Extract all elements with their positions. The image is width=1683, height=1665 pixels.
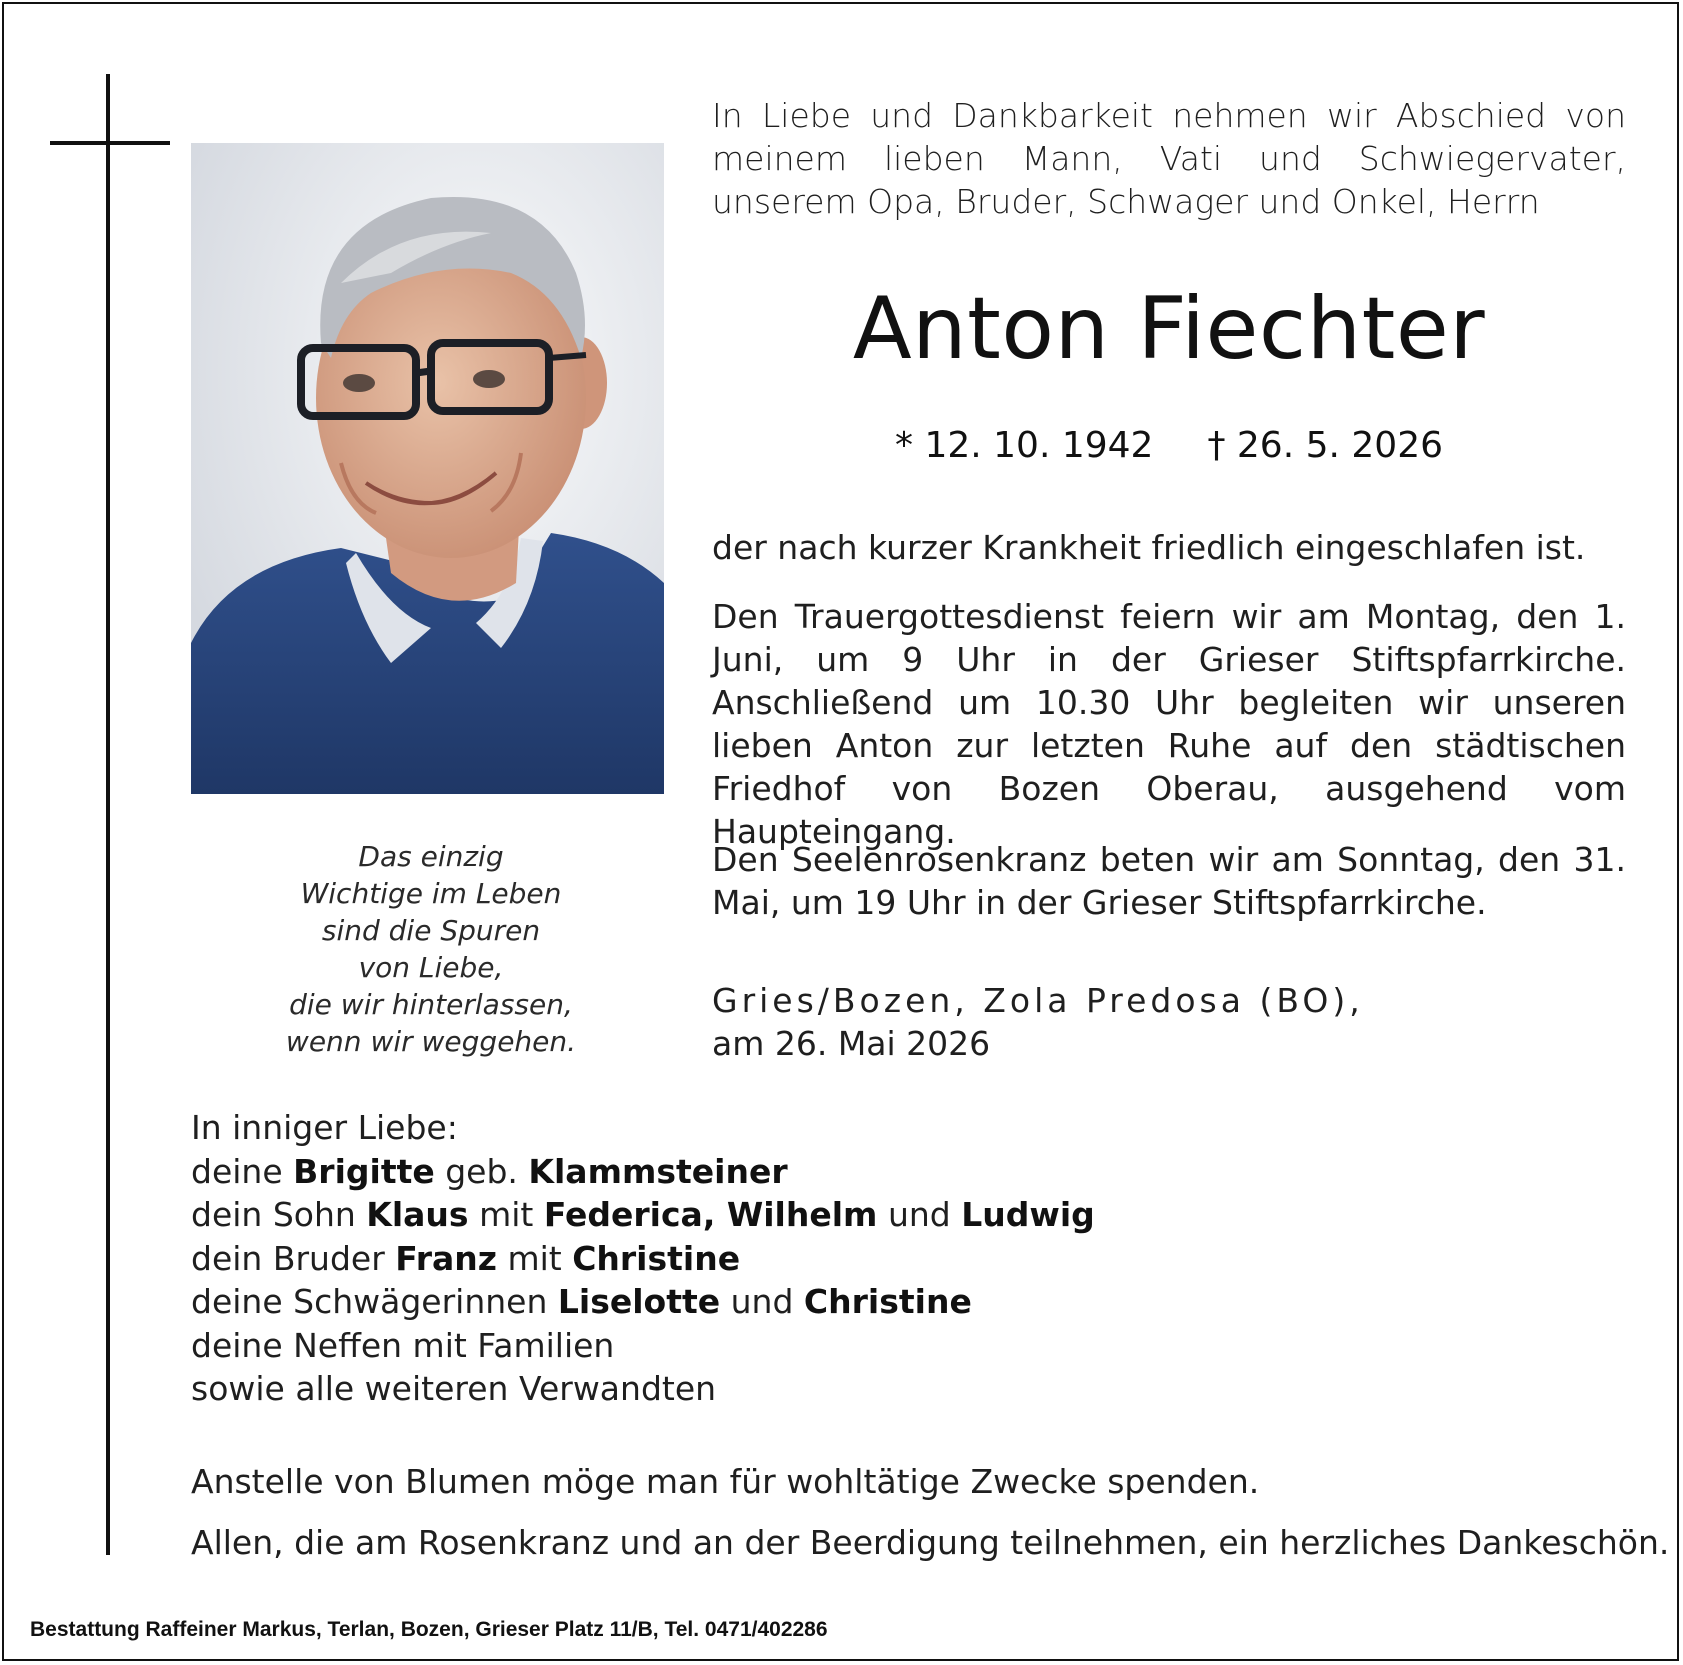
family-member-line [191,1280,1491,1324]
family-lines [191,1150,1491,1411]
thank-you-note: Allen, die am Rosenkranz und an der Beerdigung teilnehmen, ein herzliches Dankeschön. [191,1523,1670,1562]
intro-text: In Liebe und Dankbarkeit nehmen wir Abschied von meinem lieben Mann, Vati und Schwiegervater, unserem Opa, Bruder, Schwager und Onkel, Herrn [712,96,1626,221]
funeral-service-text: Den Trauergottesdienst feiern wir am Montag, den 1. Juni, um 9 Uhr in der Grieser Stiftspfarrkirche. Anschließend um 10.30 Uhr begleiten wir unseren lieben Anton zur letzten Ruhe auf den städtischen Friedhof von Bozen Oberau, ausgehend vom Haupteingang. [712,597,1626,851]
date-line: am 26. Mai 2026 [712,1024,991,1063]
family-member-name: Klaus [366,1195,469,1234]
family-relation-text: deine Neffen mit Familien [191,1325,615,1365]
family-member-line [191,1324,1491,1368]
family-member-name: Brigitte [293,1151,435,1191]
quote-line: wenn wir weggehen. [285,1025,577,1058]
family-relation-text: deine Schwägerinnen [191,1282,558,1321]
cross-horizontal-bar [50,141,170,145]
family-member-line [191,1150,1491,1194]
family-member-name: Christine [803,1282,972,1321]
family-member-name: Ludwig [961,1195,1095,1234]
family-relation-text: sowie alle weiteren Verwandten [191,1369,717,1408]
family-member-line [191,1193,1491,1237]
family-relation-text: geb. [434,1151,529,1191]
cross-vertical-bar [106,74,110,1555]
family-member-name: Christine [572,1238,741,1278]
place-line: Gries/Bozen, Zola Predosa (BO), [712,981,1364,1020]
portrait-photo [191,143,664,794]
family-member-name: Federica, Wilhelm [543,1195,878,1234]
quote-line: Das einzig [358,840,504,873]
family-list [191,1106,1491,1411]
quote-line: von Liebe, [358,951,504,984]
family-member-name: Liselotte [557,1282,721,1321]
family-relation-text: deine [191,1151,294,1191]
donation-note: Anstelle von Blumen möge man für wohltätige Zwecke spenden. [191,1462,1260,1501]
deceased-name: Anton Fiechter [852,279,1486,379]
family-member-line [191,1367,1491,1411]
obituary-card [2,2,1679,1661]
family-relation-text: und [877,1195,962,1234]
quote-line: Wichtige im Leben [300,877,562,910]
quote-line: sind die Spuren [321,914,541,947]
memorial-quote [264,838,598,1060]
family-relation-text: mit [496,1238,573,1278]
birth-date: * 12. 10. 1942 [895,425,1154,466]
family-relation-text: und [720,1282,804,1321]
passing-text: der nach kurzer Krankheit friedlich eingeschlafen ist. [712,528,1586,567]
family-relation-text: dein Sohn [191,1195,367,1234]
place-and-date [712,979,1626,1065]
family-relation-text: mit [468,1195,544,1234]
family-member-line [191,1237,1491,1281]
portrait-illustration [191,143,664,794]
life-dates [712,422,1626,470]
rosary-text: Den Seelenrosenkranz beten wir am Sonntag, den 31. Mai, um 19 Uhr in der Grieser Stiftspfarrkirche. [712,840,1626,922]
family-relation-text: dein Bruder [191,1238,396,1278]
family-heading: In inniger Liebe: [191,1108,458,1147]
family-member-name: Klammsteiner [528,1151,788,1191]
quote-line: die wir hinterlassen, [289,988,573,1021]
death-date: † 26. 5. 2026 [1207,425,1443,466]
family-member-name: Franz [395,1238,497,1278]
funeral-home-footer: Bestattung Raffeiner Markus, Terlan, Bozen, Grieser Platz 11/B, Tel. 0471/402286 [30,1618,828,1641]
